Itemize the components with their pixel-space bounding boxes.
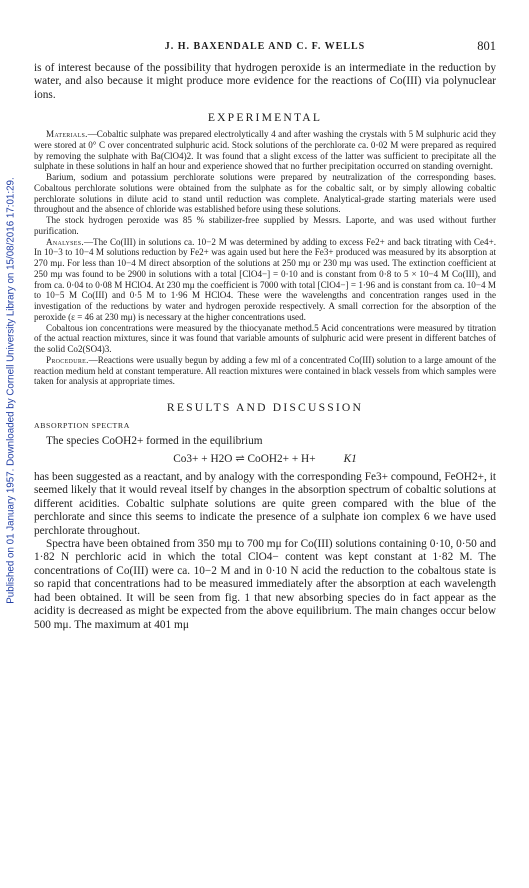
running-header-authors: J. H. BAXENDALE AND C. F. WELLS xyxy=(164,41,366,52)
peroxide-paragraph: The stock hydrogen peroxide was 85 % stabilizer-free supplied by Messrs. Laporte, and was used without further purification. xyxy=(34,215,496,236)
reactant-paragraph: has been suggested as a reactant, and by analogy with the corresponding Fe3+ compound, FeOH2+, it seemed likely that it would reveal itself by changes in the absorption spectrum of cobaltic solutions at different acidities. Cobaltic sulphate solutions are quite green compared with the blue of the perchlorate and since this seems to indicate the presence of a sulphate ion complex 6 we have used perchlorate throughout. xyxy=(34,471,496,537)
analyses-text: —The Co(III) in solutions ca. 10−2 M was determined by adding to excess Fe2+ and back titrating with Ce4+. In 10−3 to 10−4 M solutions reduction by Fe2+ was again used but here the Fe3+ produced was measured by its absorption at 270 mμ. For less than 10−4 M direct absorption of the solutions at 250 mμ or 230 mμ was used. The extinction coefficient at 250 mμ was found to be 2900 in solutions with a total [ClO4−] = 0·10 and is constant from 0·8 to 5 × 10−4 M Co(III), and from ca. 0·04 to 0·08 M HClO4. At 230 mμ the coefficient is 7000 with total [ClO4−] = 1·96 and is constant from ca. 10−4 M to 10−5 M Co(III) and 0·5 M to 1·96 M HClO4. These were the wavelengths and concentration ranges used in the investigation of the reductions by water and hydrogen peroxide respectively. A small correction for the absorption of the peroxide (ε = 46 at 230 mμ) is necessary at the higher concentrations used. xyxy=(34,236,496,322)
analyses-paragraph xyxy=(34,237,496,323)
procedure-paragraph xyxy=(34,355,496,387)
barium-paragraph: Barium, sodium and potassium perchlorate solutions were prepared by neutralization of the corresponding bases. Cobaltous perchlorate solutions were obtained from the sulphate as for the cobaltic salt, or by simply allowing cobaltic perchlorate solutions in dilute acid to stand until reduction was complete. Analytical-grade starting materials were used throughout and the absence of chloride was established before using these solutions. xyxy=(34,172,496,215)
materials-text: —Cobaltic sulphate was prepared electrolytically 4 and after washing the crystals with 5 M sulphuric acid they were stored at 0° C over concentrated sulphuric acid. Stock solutions of the perchlorate ca. 0·02 M were prepared as required by removing the sulphate with Ba(ClO4)2. It was found that a slight excess of the latter was sufficient to precipitate all the sulphate in these solutions in half an hour and experience showed that no further precipitation occurred on standing overnight. xyxy=(34,129,496,172)
cobaltous-paragraph: Cobaltous ion concentrations were measured by the thiocyanate method.5 Acid concentrations were measured by titration of the actual reaction mixtures, since it was found that variable amounts of sulphuric acid were present in different batches of the solid Co2(SO4)3. xyxy=(34,322,496,355)
experimental-heading: EXPERIMENTAL xyxy=(207,111,323,125)
absorption-spectra-subheading: ABSORPTION SPECTRA xyxy=(34,421,130,431)
article-body xyxy=(34,62,496,632)
running-header xyxy=(34,41,496,57)
analyses-label: Analyses. xyxy=(46,236,84,247)
provenance-text[interactable]: Published on 01 January 1957. Downloaded by Cornell University Library on 15/08/2016 17:01:29. xyxy=(5,176,17,604)
species-paragraph: The species CoOH2+ formed in the equilibrium xyxy=(46,435,263,448)
materials-label: Materials. xyxy=(46,129,88,140)
results-heading: RESULTS AND DISCUSSION xyxy=(166,401,364,415)
spectra-paragraph: Spectra have been obtained from 350 mμ to 700 mμ for Co(III) solutions containing 0·10, 0·50 and 1·82 N perchloric acid in which the total ClO4− content was kept constant at 1·82 M. The concentrations of Co(III) were ca. 10−2 M and in 0·10 N acid the reduction to the cobaltous state is so rapid that concentrations had to be measured immediately after the absorption at each wavelength had been obtained. It will be seen from fig. 1 that new absorbing species do in fact appear as the acidity is decreased as might be expected from the above equilibrium. The main changes occur below 500 mμ. The maximum at 401 mμ xyxy=(34,538,496,631)
page-number: 801 xyxy=(477,39,496,53)
materials-paragraph xyxy=(34,129,496,172)
procedure-label: Procedure. xyxy=(46,354,89,365)
intro-paragraph: is of interest because of the possibility that hydrogen peroxide is an intermediate in the reduction by water, and also because it might produce more evidence for the reactions of Co(III) via polynuclear ions. xyxy=(34,62,496,101)
equation-label: K1 xyxy=(343,452,357,465)
equation-text: Co3+ + H2O ⇌ CoOH2+ + H+ xyxy=(173,452,316,465)
provenance-sidebar xyxy=(0,130,22,650)
equilibrium-equation xyxy=(34,453,496,466)
procedure-text: —Reactions were usually begun by adding a few ml of a concentrated Co(III) solution to a large amount of the reaction medium held at constant temperature. All reaction mixtures were contained in black vessels from which samples were taken for analysis at appropriate times. xyxy=(34,354,496,387)
